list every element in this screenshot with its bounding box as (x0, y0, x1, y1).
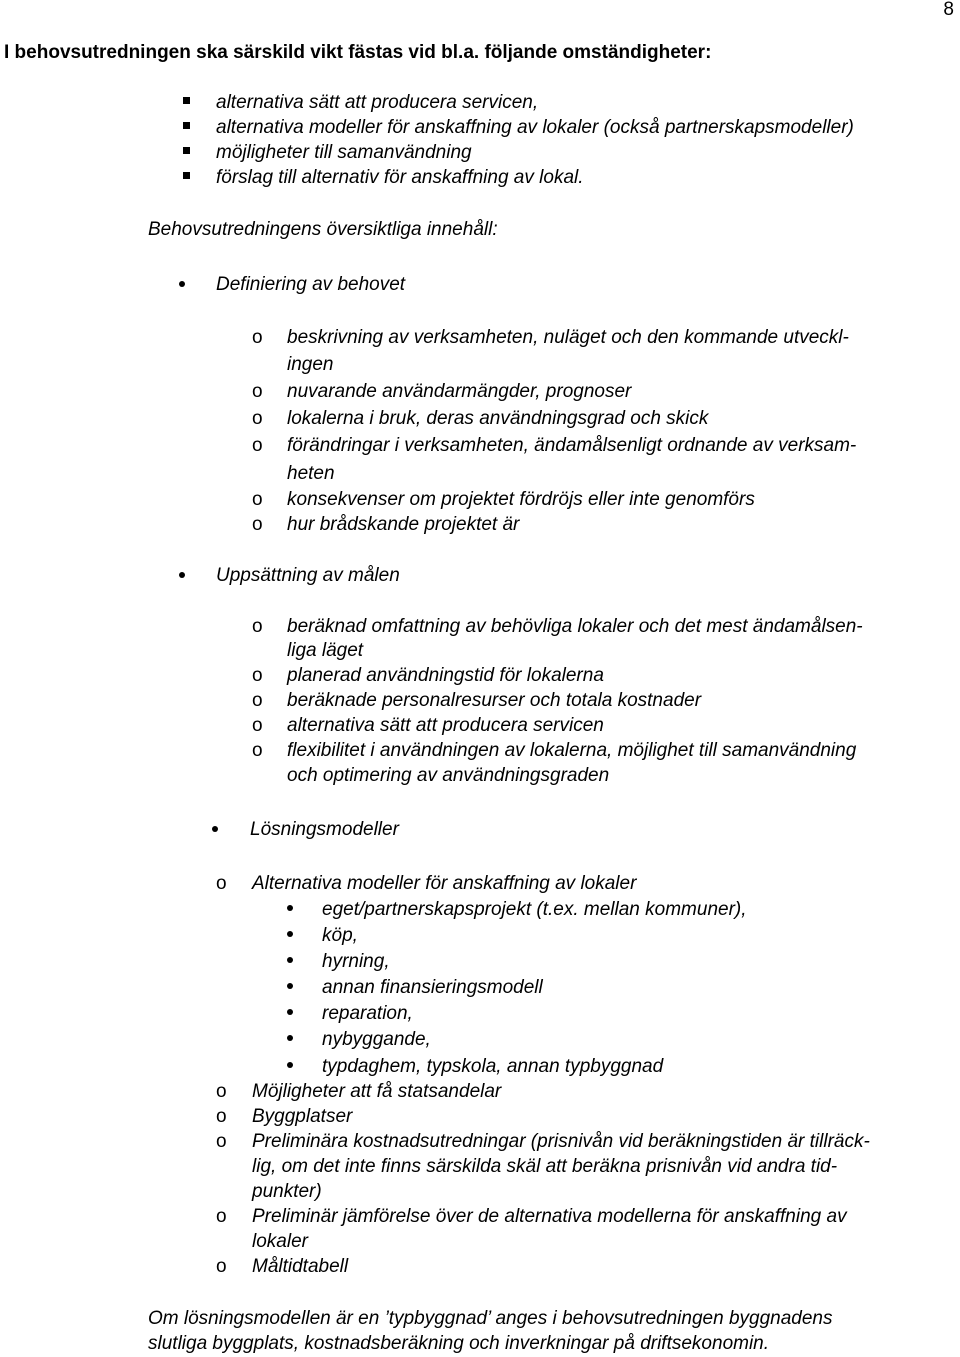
circle-bullet-icon: o (252, 514, 263, 535)
circle-bullet-icon: o (216, 1256, 227, 1277)
sub-list-item: annan finansieringsmodell (322, 977, 543, 998)
list-item: beräknad omfattning av behövliga lokaler och det mest ändamålsen- (287, 616, 863, 637)
list-item: beskrivning av verksamheten, nuläget och den kommande utveckl- (287, 327, 849, 348)
sub-list-item: hyrning, (322, 951, 390, 972)
overview-title: Behovsutredningens översiktliga innehåll: (148, 219, 498, 240)
round-bullet-icon (212, 826, 218, 832)
round-bullet-icon (287, 1062, 293, 1068)
square-bullet-icon (183, 97, 190, 104)
paragraph-line: slutliga byggplats, kostnadsberäkning och inverkningar på driftsekonomin. (148, 1333, 770, 1354)
list-item: Preliminära kostnadsutredningar (prisnivån vid beräkningstiden är tillräck- (252, 1131, 870, 1152)
sub-list-item: reparation, (322, 1003, 413, 1024)
list-item: nuvarande användarmängder, prognoser (287, 381, 632, 402)
circle-bullet-icon: o (252, 715, 263, 736)
list-item: alternativa sätt att producera servicen (287, 715, 604, 736)
circle-bullet-icon: o (252, 408, 263, 429)
list-item: konsekvenser om projektet fördröjs eller inte genomförs (287, 489, 755, 510)
circle-bullet-icon: o (252, 740, 263, 761)
list-item: möjligheter till samanvändning (216, 142, 472, 163)
list-item: Alternativa modeller för anskaffning av lokaler (252, 873, 637, 894)
list-item-continuation: heten (287, 463, 335, 484)
list-item: alternativa modeller för anskaffning av lokaler (också partnerskapsmodeller) (216, 117, 854, 138)
list-item: lokalerna i bruk, deras användningsgrad och skick (287, 408, 709, 429)
sub-list-item: typdaghem, typskola, annan typbyggnad (322, 1056, 664, 1077)
round-bullet-icon (287, 1035, 293, 1041)
list-item: förändringar i verksamheten, ändamålsenligt ordnande av verksam- (287, 435, 857, 456)
circle-bullet-icon: o (216, 1206, 227, 1227)
list-item-continuation: ingen (287, 354, 334, 375)
circle-bullet-icon: o (252, 665, 263, 686)
circle-bullet-icon: o (252, 327, 263, 348)
sub-list-item: nybyggande, (322, 1029, 431, 1050)
list-item-continuation: lokaler (252, 1231, 308, 1252)
square-bullet-icon (183, 147, 190, 154)
square-bullet-icon (183, 172, 190, 179)
list-item: beräknade personalresurser och totala kostnader (287, 690, 702, 711)
section-title: Uppsättning av målen (216, 565, 400, 586)
list-item-continuation: och optimering av användningsgraden (287, 765, 610, 786)
paragraph-line: Om lösningsmodellen är en ’typbyggnad’ anges i behovsutredningen byggnadens (148, 1308, 833, 1329)
circle-bullet-icon: o (252, 489, 263, 510)
circle-bullet-icon: o (252, 616, 263, 637)
section-title: Lösningsmodeller (250, 819, 399, 840)
round-bullet-icon (287, 905, 293, 911)
round-bullet-icon (287, 931, 293, 937)
list-item-continuation: liga läget (287, 640, 364, 661)
round-bullet-icon (179, 572, 185, 578)
circle-bullet-icon: o (252, 435, 263, 456)
page-heading: I behovsutredningen ska särskild vikt fästas vid bl.a. följande omständigheter: (4, 42, 712, 63)
round-bullet-icon (179, 281, 185, 287)
circle-bullet-icon: o (216, 1131, 227, 1152)
circle-bullet-icon: o (252, 690, 263, 711)
circle-bullet-icon: o (216, 873, 227, 894)
circle-bullet-icon: o (216, 1081, 227, 1102)
section-title: Definiering av behovet (216, 274, 406, 295)
list-item-continuation: lig, om det inte finns särskilda skäl att beräkna prisnivån vid andra tid- (252, 1156, 838, 1177)
list-item: Byggplatser (252, 1106, 353, 1127)
list-item: Möjligheter att få statsandelar (252, 1081, 502, 1102)
round-bullet-icon (287, 983, 293, 989)
round-bullet-icon (287, 1009, 293, 1015)
list-item: Måltidtabell (252, 1256, 349, 1277)
round-bullet-icon (287, 957, 293, 963)
sub-list-item: eget/partnerskapsprojekt (t.ex. mellan kommuner), (322, 899, 747, 920)
circle-bullet-icon: o (252, 381, 263, 402)
page-number: 8 (943, 0, 954, 20)
list-item: alternativa sätt att producera servicen, (216, 92, 539, 113)
list-item: förslag till alternativ för anskaffning av lokal. (216, 167, 584, 188)
list-item: planerad användningstid för lokalerna (287, 665, 604, 686)
list-item: flexibilitet i användningen av lokalerna, möjlighet till samanvändning (287, 740, 857, 761)
square-bullet-icon (183, 122, 190, 129)
list-item: Preliminär jämförelse över de alternativa modellerna för anskaffning av (252, 1206, 847, 1227)
circle-bullet-icon: o (216, 1106, 227, 1127)
list-item-continuation: punkter) (252, 1181, 322, 1202)
sub-list-item: köp, (322, 925, 358, 946)
list-item: hur brådskande projektet är (287, 514, 520, 535)
